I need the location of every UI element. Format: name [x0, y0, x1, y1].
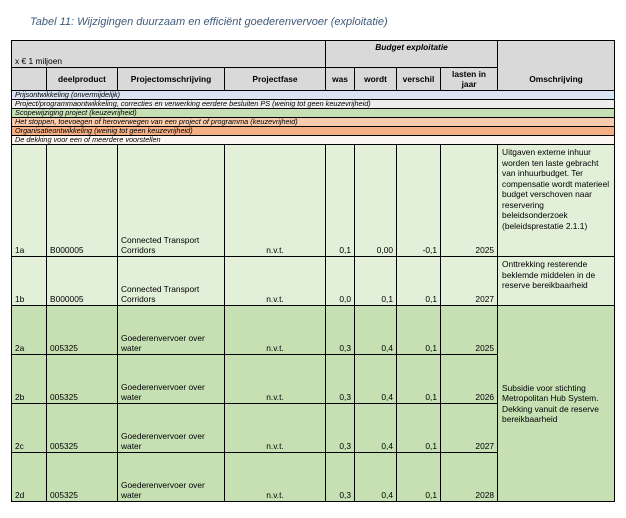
table-caption: Tabel 11: Wijzigingen duurzaam en efficiënt goederenvervoer (exploitatie) [30, 16, 388, 28]
row-verschil: -0,1 [397, 145, 441, 257]
row-omschrijving: Uitgaven externe inhuur worden ten laste gebracht van inhuurbudget. Ter compensatie wordt materieel budget verschoven naar reservering beleidsonderzoek (beleidsprestatie 2.1.1) [498, 145, 615, 257]
row-fase: n.v.t. [225, 257, 326, 306]
row-fase: n.v.t. [225, 453, 326, 502]
row-jaar: 2025 [441, 145, 498, 257]
category-scope: Scopewijziging project (keuzevrijheid) [12, 109, 615, 118]
header-wordt: wordt [355, 68, 397, 91]
changes-table [11, 40, 615, 502]
row-deelproduct: 005325 [47, 404, 118, 453]
row-fase: n.v.t. [225, 355, 326, 404]
row-id: 1b [12, 257, 47, 306]
row-wordt: 0,4 [355, 355, 397, 404]
category-row [12, 136, 615, 145]
header-row-2 [12, 68, 615, 91]
row-deelproduct: B000005 [47, 257, 118, 306]
row-fase: n.v.t. [225, 306, 326, 355]
row-jaar: 2027 [441, 257, 498, 306]
category-organisation: Organisatieontwikkeling (weinig tot geen keuzevrijheid) [12, 127, 615, 136]
row-omschrijving: Onttrekking resterende beklemde middelen in de reserve bereikbaarheid [498, 257, 615, 306]
row-was: 0,1 [326, 145, 355, 257]
row-project: Goederenvervoer over water [118, 453, 225, 502]
row-id: 2c [12, 404, 47, 453]
row-wordt: 0,4 [355, 404, 397, 453]
row-jaar: 2025 [441, 306, 498, 355]
category-dekking: De dekking voor een of meerdere voorstellen [12, 136, 615, 145]
row-wordt: 0,00 [355, 145, 397, 257]
row-deelproduct: B000005 [47, 145, 118, 257]
row-deelproduct: 005325 [47, 355, 118, 404]
header-spacer [498, 41, 615, 68]
header-projectomschrijving: Projectomschrijving [118, 68, 225, 91]
header-was: was [326, 68, 355, 91]
row-was: 0,0 [326, 257, 355, 306]
row-verschil: 0,1 [397, 257, 441, 306]
header-row-1 [12, 41, 615, 68]
row-wordt: 0,4 [355, 306, 397, 355]
row-wordt: 0,1 [355, 257, 397, 306]
row-verschil: 0,1 [397, 404, 441, 453]
row-id: 2b [12, 355, 47, 404]
row-was: 0,3 [326, 306, 355, 355]
header-lasten: lasten in jaar [441, 68, 498, 91]
row-deelproduct: 005325 [47, 453, 118, 502]
group2-omschrijving: Subsidie voor stichting Metropolitan Hub System. Dekking vanuit de reserve bereikbaarheid [498, 306, 615, 502]
header-verschil: verschil [397, 68, 441, 91]
table-row [12, 306, 615, 355]
row-fase: n.v.t. [225, 145, 326, 257]
row-project: Connected Transport Corridors [118, 257, 225, 306]
category-stop-add: Het stoppen, toevoegen of heroverwegen van een project of programma (keuzevrijheid) [12, 118, 615, 127]
row-was: 0,3 [326, 453, 355, 502]
row-jaar: 2028 [441, 453, 498, 502]
table-row [12, 145, 615, 257]
row-project: Goederenvervoer over water [118, 306, 225, 355]
row-project: Connected Transport Corridors [118, 145, 225, 257]
row-fase: n.v.t. [225, 404, 326, 453]
header-deelproduct: deelproduct [47, 68, 118, 91]
row-project: Goederenvervoer over water [118, 355, 225, 404]
row-verschil: 0,1 [397, 453, 441, 502]
row-was: 0,3 [326, 355, 355, 404]
row-jaar: 2027 [441, 404, 498, 453]
budget-group-header: Budget exploitatie [326, 41, 498, 68]
table-row [12, 257, 615, 306]
header-projectfase: Projectfase [225, 68, 326, 91]
header-id [12, 68, 47, 91]
row-jaar: 2026 [441, 355, 498, 404]
row-project: Goederenvervoer over water [118, 404, 225, 453]
category-price: Prijsontwikkeling (onvermijdelijk) [12, 91, 615, 100]
row-deelproduct: 005325 [47, 306, 118, 355]
row-id: 1a [12, 145, 47, 257]
unit-label: x € 1 miljoen [12, 41, 326, 68]
row-verschil: 0,1 [397, 306, 441, 355]
row-wordt: 0,4 [355, 453, 397, 502]
header-omschrijving: Omschrijving [498, 68, 615, 91]
category-development: Project/programmaontwikkeling, correcties en verwerking eerdere besluiten PS (weinig tot geen keuzevrijheid) [12, 100, 615, 109]
row-id: 2a [12, 306, 47, 355]
row-was: 0,3 [326, 404, 355, 453]
row-verschil: 0,1 [397, 355, 441, 404]
row-id: 2d [12, 453, 47, 502]
